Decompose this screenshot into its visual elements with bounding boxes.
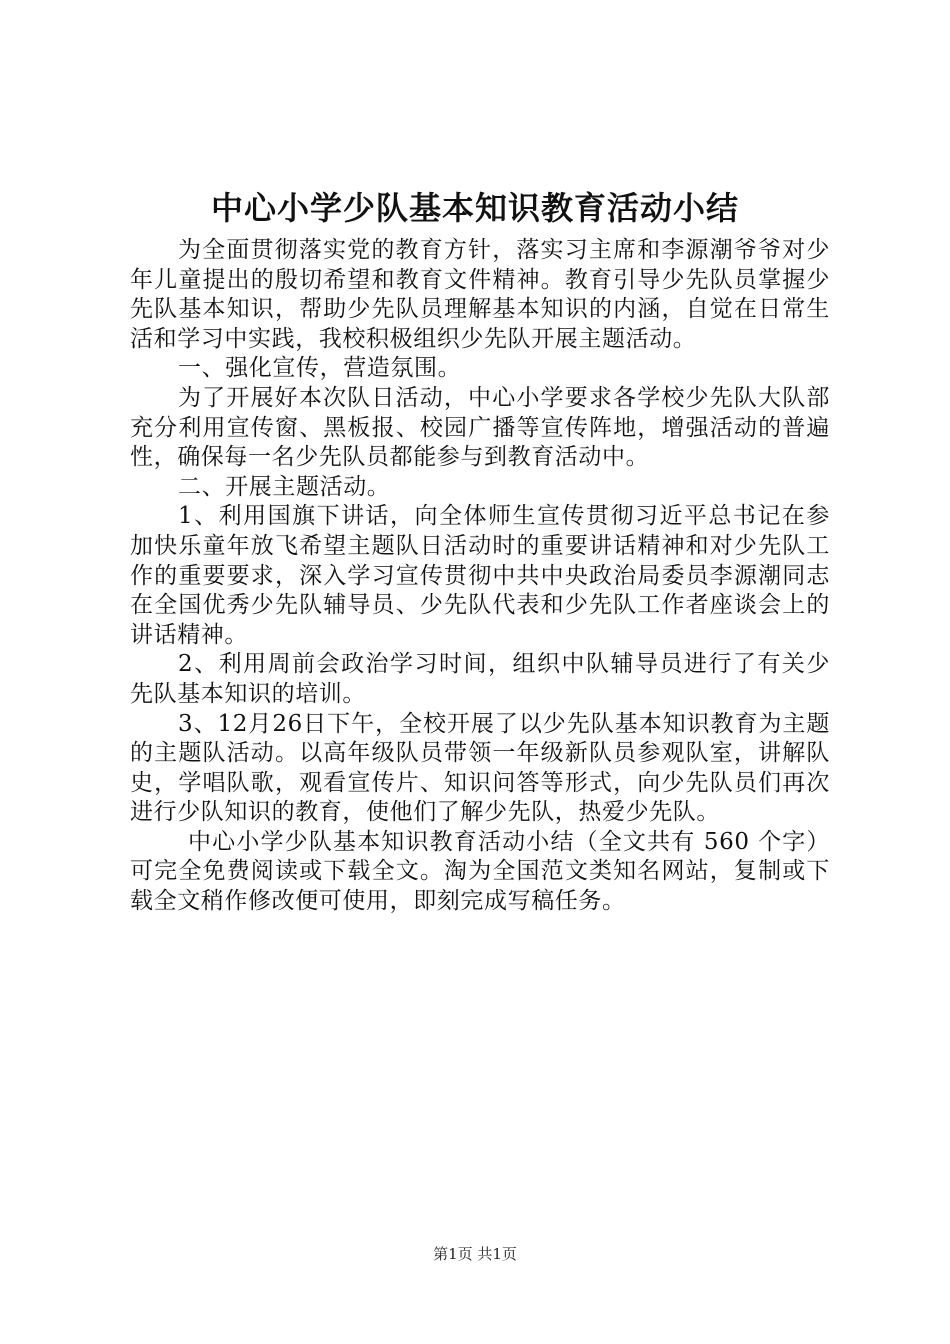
- closing-note-paragraph: 中心小学少队基本知识教育活动小结（全文共有 560 个字）可完全免费阅读或下载全文。淘为全国范文类知名网站，复制或下载全文稍作修改便可使用，即刻完成写稿任务。: [130, 828, 830, 915]
- list-item-2: 2、利用周前会政治学习时间，组织中队辅导员进行了有关少先队基本知识的培训。: [130, 651, 830, 707]
- list-item-3: 3、12月26日下午，全校开展了以少先队基本知识教育为主题的主题队活动。以高年级队员带领一年级新队员参观队室，讲解队史，学唱队歌，观看宣传片、知识问答等形式，向少先队员们再次进行少队知识的教育，使他们了解少先队，热爱少先队。: [130, 710, 830, 826]
- section-1-paragraph: 为了开展好本次队日活动，中心小学要求各学校少先队大队部充分利用宣传窗、黑板报、校园广播等宣传阵地，增强活动的普遍性，确保每一名少先队员都能参与到教育活动中。: [130, 384, 830, 471]
- intro-paragraph: 为全面贯彻落实党的教育方针，落实习主席和李源潮爷爷对少年儿童提出的殷切希望和教育文件精神。教育引导少先队员掌握少先队基本知识，帮助少先队员理解基本知识的内涵，自觉在日常生活和学习中实践，我校积极组织少先队开展主题活动。: [130, 237, 830, 352]
- document-body: [130, 236, 830, 917]
- page-number-footer: 第1页 共1页: [433, 1245, 517, 1263]
- section-heading-1: 一、强化宣传，营造氛围。: [178, 355, 462, 382]
- list-item-1: 1、利用国旗下讲话，向全体师生宣传贯彻习近平总书记在参加快乐童年放飞希望主题队日活动时的重要讲话精神和对少先队工作的重要要求，深入学习宣传贯彻中共中央政治局委员李源潮同志在全国优秀少先队辅导员、少先队代表和少先队工作者座谈会上的讲话精神。: [130, 503, 830, 648]
- section-heading-2: 二、开展主题活动。: [178, 473, 391, 500]
- document-title: 中心小学少队基本知识教育活动小结: [210, 189, 739, 227]
